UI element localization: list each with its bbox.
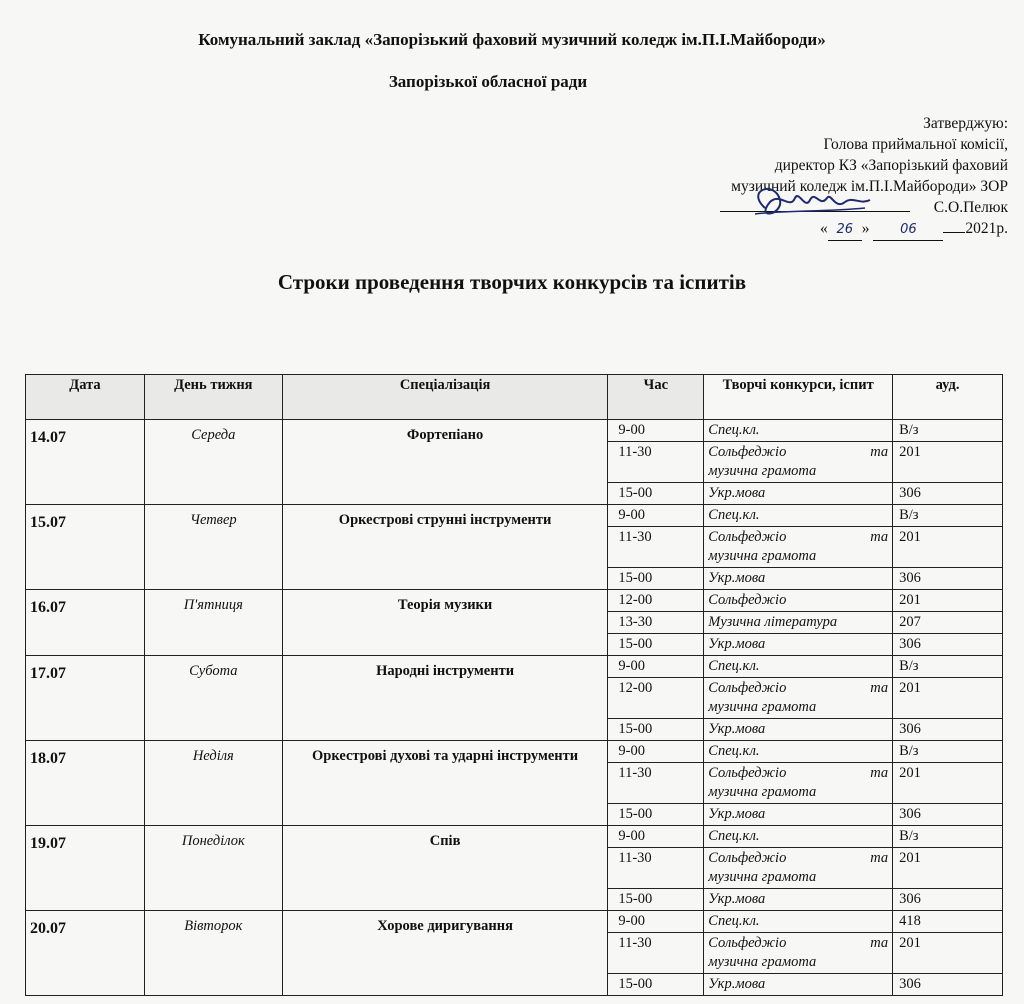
table-row — [26, 741, 1003, 763]
room-cell: В/з — [893, 656, 1003, 678]
header-time: Час — [608, 375, 704, 420]
time-cell: 15-00 — [608, 568, 704, 590]
date-quote-open: « — [820, 220, 828, 237]
table-row — [26, 420, 1003, 442]
schedule-table — [25, 374, 1003, 996]
room-cell: 306 — [893, 889, 1003, 911]
table-header-row — [26, 375, 1003, 420]
time-cell: 11-30 — [608, 442, 704, 483]
exam-text: Укр.мова — [708, 636, 766, 652]
exam-text: Сольфеджіо та — [708, 850, 889, 866]
exam-text: Спец.кл. — [708, 828, 760, 844]
table-row — [26, 505, 1003, 527]
table-row — [26, 590, 1003, 612]
time-cell: 12-00 — [608, 678, 704, 719]
exam-cell — [704, 568, 893, 590]
exam-text: Укр.мова — [708, 976, 766, 992]
room-cell: 201 — [893, 678, 1003, 719]
time-cell: 9-00 — [608, 505, 704, 527]
date-cell: 15.07 — [26, 505, 145, 590]
room-cell: 306 — [893, 483, 1003, 505]
exam-cell — [704, 763, 893, 804]
exam-cell — [704, 933, 893, 974]
room-cell: 306 — [893, 634, 1003, 656]
day-cell: Субота — [144, 656, 282, 741]
exam-cell — [704, 483, 893, 505]
exam-cell — [704, 911, 893, 933]
table-body — [26, 420, 1003, 996]
document-title: Строки проведення творчих конкурсів та іспитів — [277, 270, 747, 294]
signer-name: С.О.Пелюк — [933, 199, 1008, 216]
time-cell: 9-00 — [608, 826, 704, 848]
exam-cell — [704, 442, 893, 483]
exam-text-continued: музична грамота — [708, 548, 817, 564]
exam-cell — [704, 527, 893, 568]
date-cell: 17.07 — [26, 656, 145, 741]
exam-text: Сольфеджіо та — [708, 444, 889, 460]
exam-cell — [704, 612, 893, 634]
room-cell: В/з — [893, 420, 1003, 442]
specialization-cell: Спів — [282, 826, 608, 911]
exam-text-continued: музична грамота — [708, 954, 817, 970]
exam-text-continued: музична грамота — [708, 869, 817, 885]
exam-cell — [704, 889, 893, 911]
room-cell: 306 — [893, 568, 1003, 590]
time-cell: 9-00 — [608, 741, 704, 763]
table-row — [26, 911, 1003, 933]
day-cell: Середа — [144, 420, 282, 505]
specialization-cell: Оркестрові духові та ударні інструменти — [282, 741, 608, 826]
signature-stroke — [758, 189, 870, 214]
exam-cell — [704, 848, 893, 889]
approval-director: директор КЗ «Запорізький фаховий — [774, 157, 1008, 174]
exam-text: Спец.кл. — [708, 913, 760, 929]
exam-text: Сольфеджіо та — [708, 680, 889, 696]
specialization-cell: Теорія музики — [282, 590, 608, 656]
room-cell: 201 — [893, 442, 1003, 483]
header-specialization: Спеціалізація — [282, 375, 608, 420]
exam-text: Укр.мова — [708, 806, 766, 822]
room-cell: 418 — [893, 911, 1003, 933]
room-cell: 306 — [893, 974, 1003, 996]
room-cell: 306 — [893, 719, 1003, 741]
signature-underline-stroke — [755, 208, 865, 214]
date-cell: 18.07 — [26, 741, 145, 826]
exam-cell — [704, 590, 893, 612]
day-cell: П'ятниця — [144, 590, 282, 656]
room-cell: В/з — [893, 741, 1003, 763]
room-cell: 201 — [893, 933, 1003, 974]
specialization-cell: Фортепіано — [282, 420, 608, 505]
header-date: Дата — [26, 375, 145, 420]
time-cell: 15-00 — [608, 634, 704, 656]
exam-text: Укр.мова — [708, 891, 766, 907]
room-cell: 201 — [893, 848, 1003, 889]
date-cell: 16.07 — [26, 590, 145, 656]
time-cell: 15-00 — [608, 889, 704, 911]
date-cell: 20.07 — [26, 911, 145, 996]
exam-text: Спец.кл. — [708, 507, 760, 523]
exam-text-continued: музична грамота — [708, 699, 817, 715]
exam-cell — [704, 974, 893, 996]
exam-cell — [704, 420, 893, 442]
institution-subtitle: Запорізької обласної ради — [388, 72, 588, 91]
approval-college: музичний коледж ім.П.І.Майбороди» ЗОР — [731, 178, 1008, 195]
date-cell: 19.07 — [26, 826, 145, 911]
exam-text: Сольфеджіо та — [708, 529, 889, 545]
time-cell: 11-30 — [608, 933, 704, 974]
exam-cell — [704, 826, 893, 848]
exam-text: Сольфеджіо — [708, 592, 787, 608]
exam-text: Музична література — [708, 614, 838, 630]
header-exam: Творчі конкурси, іспит — [704, 375, 893, 420]
date-quote-close: » — [861, 220, 870, 237]
time-cell: 9-00 — [608, 911, 704, 933]
room-cell: 306 — [893, 804, 1003, 826]
exam-text: Сольфеджіо та — [708, 765, 889, 781]
exam-text: Спец.кл. — [708, 658, 760, 674]
date-blank — [943, 232, 965, 233]
table-row — [26, 826, 1003, 848]
date-year: 2021р. — [965, 220, 1008, 237]
exam-text: Укр.мова — [708, 570, 766, 586]
time-cell: 12-00 — [608, 590, 704, 612]
date-day: 26 — [828, 219, 862, 241]
exam-text: Сольфеджіо та — [708, 935, 889, 951]
table-row — [26, 656, 1003, 678]
time-cell: 11-30 — [608, 848, 704, 889]
exam-cell — [704, 634, 893, 656]
exam-cell — [704, 656, 893, 678]
exam-text-continued: музична грамота — [708, 784, 817, 800]
time-cell: 15-00 — [608, 483, 704, 505]
handwritten-signature — [735, 180, 875, 230]
header-day: День тижня — [144, 375, 282, 420]
exam-text: Укр.мова — [708, 485, 766, 501]
day-cell: Четвер — [144, 505, 282, 590]
exam-cell — [704, 678, 893, 719]
exam-text: Спец.кл. — [708, 422, 760, 438]
day-cell: Понеділок — [144, 826, 282, 911]
room-cell: В/з — [893, 826, 1003, 848]
approval-position: Голова приймальної комісії, — [823, 136, 1008, 153]
day-cell: Вівторок — [144, 911, 282, 996]
exam-text: Укр.мова — [708, 721, 766, 737]
room-cell: 201 — [893, 527, 1003, 568]
time-cell: 15-00 — [608, 719, 704, 741]
exam-cell — [704, 505, 893, 527]
room-cell: 201 — [893, 590, 1003, 612]
approval-heading: Затверджую: — [923, 115, 1008, 132]
date-cell: 14.07 — [26, 420, 145, 505]
exam-cell — [704, 741, 893, 763]
specialization-cell: Оркестрові струнні інструменти — [282, 505, 608, 590]
date-month: 06 — [873, 219, 943, 241]
time-cell: 15-00 — [608, 974, 704, 996]
room-cell: 207 — [893, 612, 1003, 634]
room-cell: В/з — [893, 505, 1003, 527]
institution-name: Комунальний заклад «Запорізький фаховий музичний коледж ім.П.І.Майбороди» — [198, 30, 826, 49]
exam-text: Спец.кл. — [708, 743, 760, 759]
time-cell: 9-00 — [608, 656, 704, 678]
time-cell: 11-30 — [608, 527, 704, 568]
exam-text-continued: музична грамота — [708, 463, 817, 479]
header-room: ауд. — [893, 375, 1003, 420]
day-cell: Неділя — [144, 741, 282, 826]
specialization-cell: Народні інструменти — [282, 656, 608, 741]
room-cell: 201 — [893, 763, 1003, 804]
time-cell: 11-30 — [608, 763, 704, 804]
time-cell: 9-00 — [608, 420, 704, 442]
exam-cell — [704, 804, 893, 826]
time-cell: 15-00 — [608, 804, 704, 826]
specialization-cell: Хорове диригування — [282, 911, 608, 996]
time-cell: 13-30 — [608, 612, 704, 634]
exam-cell — [704, 719, 893, 741]
